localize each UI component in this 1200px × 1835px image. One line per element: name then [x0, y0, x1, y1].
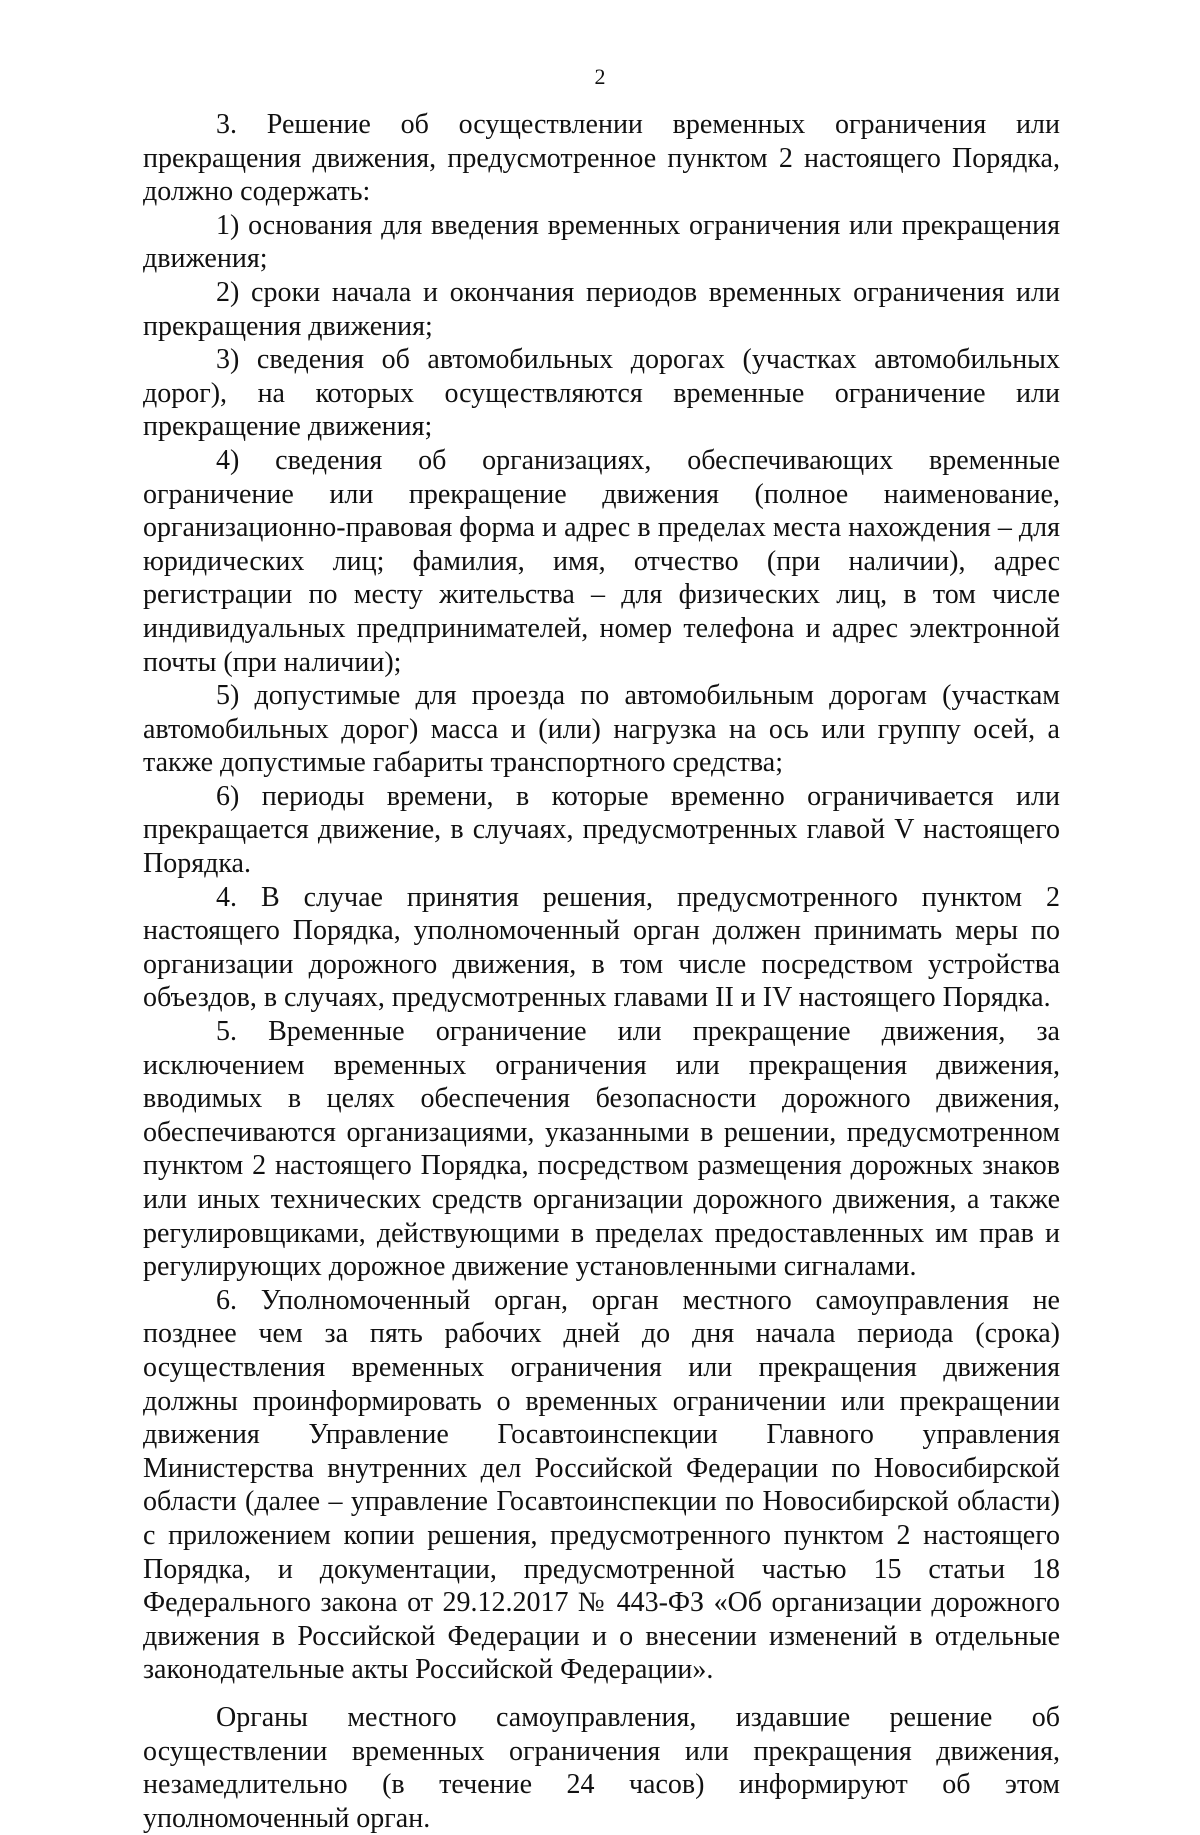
paragraph-subitem-3: 3) сведения об автомобильных дорогах (участках автомобильных дорог), на которых осуществляются временные ограничение или прекращение движения; — [143, 344, 1060, 443]
paragraph-subitem-5: 5) допустимые для проезда по автомобильным дорогам (участкам автомобильных дорог) масса и (или) нагрузка на ось или группу осей, а также допустимые габариты транспортного средства; — [143, 680, 1060, 779]
document-body — [143, 108, 1060, 1835]
paragraph-subitem-2: 2) сроки начала и окончания периодов временных ограничения или прекращения движения; — [143, 276, 1060, 342]
paragraph-item-6: 6. Уполномоченный орган, орган местного самоуправления не позднее чем за пять рабочих дней до дня начала периода (срока) осуществления временных ограничения или прекращения движения должны проинформировать о временных ограничении или прекращении движения Управление Госавтоинспекции Главного управления Министерства внутренних дел Российской Федерации по Новосибирской области (далее – управление Госавтоинспекции по Новосибирской области) с приложением копии решения, предусмотренного пунктом 2 настоящего Порядка, и документации, предусмотренной частью 15 статьи 18 Федерального закона от 29.12.2017 № 443-ФЗ «Об организации дорожного движения в Российской Федерации и о внесении изменений в отдельные законодательные акты Российской Федерации». — [143, 1284, 1060, 1686]
paragraph-closing: Органы местного самоуправления, издавшие решение об осуществлении временных ограничения или прекращения движения, незамедлительно (в течение 24 часов) информируют об этом уполномоченный орган. — [143, 1701, 1060, 1834]
paragraph-subitem-1: 1) основания для введения временных ограничения или прекращения движения; — [143, 209, 1060, 275]
paragraph-item-3: 3. Решение об осуществлении временных ограничения или прекращения движения, предусмотренное пунктом 2 настоящего Порядка, должно содержать: — [143, 109, 1060, 208]
paragraph-item-4: 4. В случае принятия решения, предусмотренного пунктом 2 настоящего Порядка, уполномоченный орган должен принимать меры по организации дорожного движения, в том числе посредством устройства объездов, в случаях, предусмотренных главами II и IV настоящего Порядка. — [143, 881, 1060, 1014]
paragraph-subitem-6: 6) периоды времени, в которые временно ограничивается или прекращается движение, в случаях, предусмотренных главой V настоящего Порядка. — [143, 780, 1060, 880]
page-number: 2 — [594, 64, 606, 89]
paragraph-subitem-4: 4) сведения об организациях, обеспечивающих временные ограничение или прекращение движения (полное наименование, организационно-правовая форма и адрес в пределах места нахождения – для юридических лиц; фамилия, имя, отчество (при наличии), адрес регистрации по месту жительства – для физических лиц, в том числе индивидуальных предпринимателей, номер телефона и адрес электронной почты (при наличии); — [143, 444, 1060, 678]
paragraph-item-5: 5. Временные ограничение или прекращение движения, за исключением временных ограничения или прекращения движения, вводимых в целях обеспечения безопасности дорожного движения, обеспечиваются организациями, указанными в решении, предусмотренном пунктом 2 настоящего Порядка, посредством размещения дорожных знаков или иных технических средств организации дорожного движения, а также регулировщиками, действующими в пределах предоставленных им прав и регулирующих дорожное движение установленными сигналами. — [143, 1016, 1060, 1283]
